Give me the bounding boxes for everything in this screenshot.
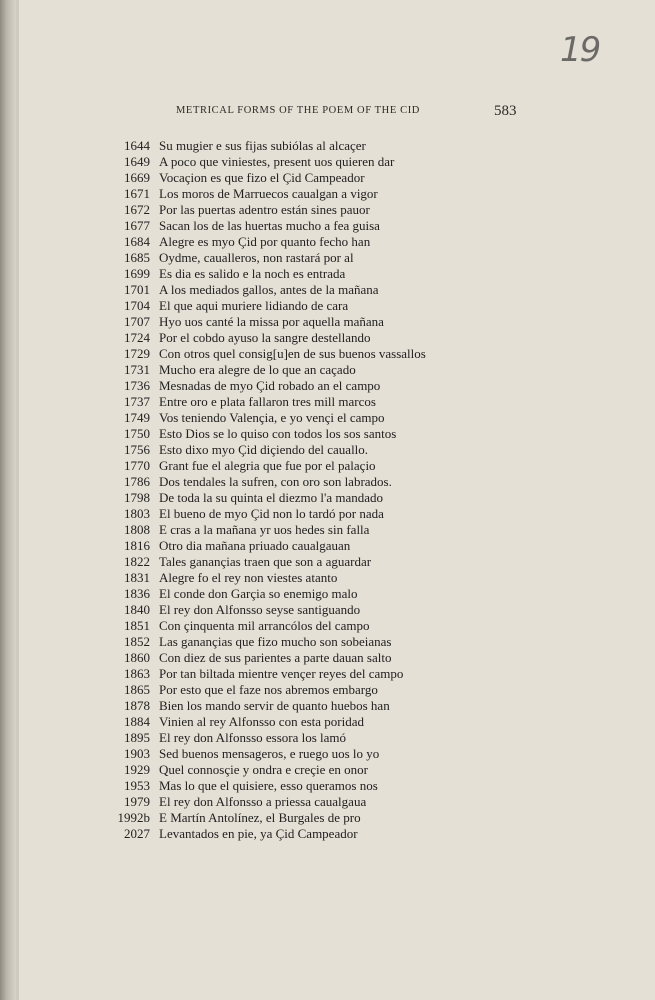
verse-line [110,490,426,506]
verse-number: 1878 [124,698,150,713]
verse-text: A los mediados gallos, antes de la mañana [159,282,379,297]
verse-number: 1707 [124,314,150,329]
verse-text: Mas lo que el quisiere, esso queramos nos [159,778,378,793]
verse-line [110,378,426,394]
running-head: METRICAL FORMS OF THE POEM OF THE CID [176,105,420,116]
verse-text: Grant fue el alegria que fue por el palaçio [159,458,376,473]
verse-text: Con çinquenta mil arrancólos del campo [159,618,370,633]
verse-line [110,266,426,282]
verse-line [110,586,426,602]
verse-text: Vocaçion es que fizo el Çid Campeador [159,170,365,185]
verse-line [110,250,426,266]
verse-line [110,698,426,714]
verse-text: Por el cobdo ayuso la sangre destellando [159,330,371,345]
verse-number: 1729 [124,346,150,361]
verse-text: Vinien al rey Alfonsso con esta poridad [159,714,365,729]
verse-number: 1786 [124,474,150,489]
verse-line [110,138,426,154]
verse-number: 1644 [124,138,150,153]
verse-line [110,714,426,730]
verse-line [110,554,426,570]
verse-text: Por tan biltada mientre vençer reyes del campo [159,666,404,681]
verse-line [110,794,426,810]
verse-line [110,218,426,234]
verse-line [110,282,426,298]
verse-text: Por las puertas adentro están sines pauor [159,202,370,217]
verse-text: Sed buenos mensageros, e ruego uos lo yo [159,746,380,761]
verse-list [110,138,426,842]
verse-number: 1669 [124,170,150,185]
verse-text: Hyo uos canté la missa por aquella mañana [159,314,384,329]
verse-text: Oydme, caualleros, non rastará por al [159,250,354,265]
verse-text: Su mugier e sus fijas subiólas al alcaçer [159,138,366,153]
verse-number: 1884 [124,714,150,729]
verse-number: 1860 [124,650,150,665]
verse-line [110,234,426,250]
verse-text: Quel connosçie y ondra e creçie en onor [159,762,368,777]
page-number: 583 [494,103,517,119]
verse-line [110,474,426,490]
pencil-annotation: 19 [560,30,600,70]
verse-line [110,410,426,426]
verse-line [110,650,426,666]
verse-line [110,458,426,474]
verse-line [110,442,426,458]
verse-number: 1863 [124,666,150,681]
verse-text: Con diez de sus parientes a parte dauan salto [159,650,392,665]
verse-text: El rey don Alfonsso a priessa caualgaua [159,794,367,809]
verse-text: Esto dixo myo Çid diçiendo del cauallo. [159,442,369,457]
verse-line [110,314,426,330]
verse-number: 1840 [124,602,150,617]
verse-text: Esto Dios se lo quiso con todos los sos santos [159,426,397,441]
verse-text: E Martín Antolínez, el Burgales de pro [159,810,361,825]
verse-number: 1895 [124,730,150,745]
verse-line [110,506,426,522]
verse-text: Con otros quel consig[u]en de sus buenos vassallos [159,346,426,361]
verse-number: 1672 [124,202,150,217]
verse-line [110,298,426,314]
page-gutter [16,0,19,1000]
verse-number: 1953 [124,778,150,793]
verse-line [110,762,426,778]
verse-number: 1736 [124,378,150,393]
verse-number: 1903 [124,746,150,761]
verse-text: Mucho era alegre de lo que an caçado [159,362,356,377]
verse-number: 1737 [124,394,150,409]
verse-line [110,394,426,410]
verse-line [110,730,426,746]
verse-number: 1701 [124,282,150,297]
verse-number: 1677 [124,218,150,233]
verse-line [110,346,426,362]
verse-line [110,746,426,762]
verse-text: Levantados en pie, ya Çid Campeador [159,826,358,841]
verse-line [110,330,426,346]
verse-number: 1831 [124,570,150,585]
verse-line [110,170,426,186]
verse-number: 1750 [124,426,150,441]
verse-number: 1649 [124,154,150,169]
verse-text: Dos tendales la sufren, con oro son labrados. [159,474,392,489]
verse-text: Otro dia mañana priuado caualgauan [159,538,351,553]
verse-line [110,682,426,698]
verse-text: El bueno de myo Çid non lo tardó por nada [159,506,384,521]
verse-line [110,362,426,378]
verse-text: Entre oro e plata fallaron tres mill marcos [159,394,376,409]
verse-text: Por esto que el faze nos abremos embargo [159,682,378,697]
page-binding-edge [0,0,16,1000]
verse-number: 1756 [124,442,150,457]
verse-text: El conde don Garçia so enemigo malo [159,586,358,601]
verse-number: 1685 [124,250,150,265]
verse-line [110,634,426,650]
verse-text: Las ganançias que fizo mucho son sobeianas [159,634,392,649]
verse-text: Es dia es salido e la noch es entrada [159,266,346,281]
verse-number: 1731 [124,362,150,377]
verse-line [110,826,426,842]
verse-number: 2027 [124,826,150,841]
verse-number: 1851 [124,618,150,633]
verse-text: Los moros de Marruecos caualgan a vigor [159,186,378,201]
verse-number: 1803 [124,506,150,521]
verse-line [110,618,426,634]
verse-number: 1704 [124,298,150,313]
verse-number: 1836 [124,586,150,601]
verse-number: 1816 [124,538,150,553]
verse-line [110,538,426,554]
verse-number: 1852 [124,634,150,649]
verse-text: Bien los mando servir de quanto huebos han [159,698,390,713]
verse-text: Vos teniendo Valençia, e yo vençi el campo [159,410,385,425]
verse-line [110,154,426,170]
verse-line [110,570,426,586]
verse-number: 1671 [124,186,150,201]
verse-number: 1749 [124,410,150,425]
verse-line [110,426,426,442]
verse-text: El rey don Alfonsso seyse santiguando [159,602,361,617]
verse-line [110,522,426,538]
verse-text: A poco que viniestes, present uos quieren dar [159,154,395,169]
verse-number: 1699 [124,266,150,281]
verse-number: 1929 [124,762,150,777]
verse-number: 1770 [124,458,150,473]
verse-number: 1822 [124,554,150,569]
verse-text: El rey don Alfonsso essora los lamó [159,730,347,745]
verse-line [110,602,426,618]
verse-text: Mesnadas de myo Çid robado an el campo [159,378,381,393]
verse-text: De toda la su quinta el diezmo l'a mandado [159,490,383,505]
verse-number: 1724 [124,330,150,345]
verse-text: El que aqui muriere lidiando de cara [159,298,349,313]
verse-text: Tales ganançias traen que son a aguardar [159,554,372,569]
verse-number: 1865 [124,682,150,697]
verse-line [110,810,426,826]
verse-line [110,666,426,682]
verse-text: E cras a la mañana yr uos hedes sin falla [159,522,370,537]
verse-number: 1992b [117,810,150,825]
verse-number: 1979 [124,794,150,809]
verse-line [110,778,426,794]
verse-text: Alegre fo el rey non viestes atanto [159,570,338,585]
verse-line [110,202,426,218]
verse-line [110,186,426,202]
verse-text: Sacan los de las huertas mucho a fea guisa [159,218,380,233]
verse-number: 1798 [124,490,150,505]
verse-number: 1808 [124,522,150,537]
verse-number: 1684 [124,234,150,249]
verse-text: Alegre es myo Çid por quanto fecho han [159,234,371,249]
